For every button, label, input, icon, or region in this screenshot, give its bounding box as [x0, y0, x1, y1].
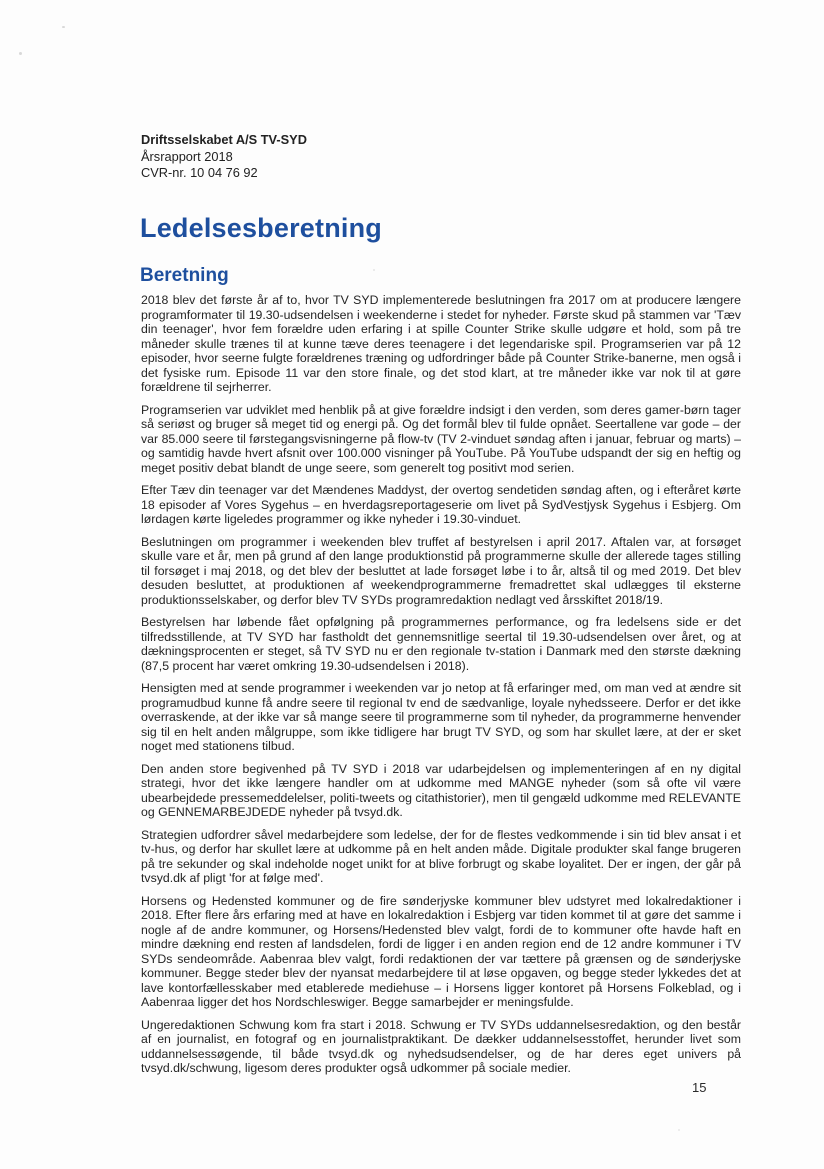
body-paragraph: Hensigten med at sende programmer i weekenden var jo netop at få erfaringer med, om man ved at ændre sit programudbud kunne få andre seere til regional tv end de sædvanlige, loyale nyhedsseere. Derfor er det ikke overraskende, at der ikke var så mange seere til programmerne som til nyheder, da programmerne henvender sig til en helt anden målgruppe, som ikke tidligere har brugt TV SYD, og som har skullet lære, at der er sket noget med stationens tilbud.	[141, 681, 741, 753]
scan-speck	[62, 26, 65, 28]
body-paragraph: Ungeredaktionen Schwung kom fra start i 2018. Schwung er TV SYDs uddannelsesredaktion, og den består af en journalist, en fotograf og en journalistpraktikant. De dækker uddannelsesstoffet, herunder livet som uddannelsessøgende, til både tvsyd.dk og nyhedsudsendelser, og de har deres eget univers på tvsyd.dk/schwung, ligesom deres produkter også udkommer på sociale medier.	[141, 1017, 741, 1075]
body-paragraph: Den anden store begivenhed på TV SYD i 2018 var udarbejdelsen og implementeringen af en ny digital strategi, hvor det ikke længere handler om at udkomme med MANGE nyheder (som så ofte vil være ubearbejdede pressemeddelelser, politi-tweets og citathistorier), men til gengæld udkomme med RELEVANTE og GENNEMARBEJDEDE nyheder på tvsyd.dk.	[141, 761, 741, 819]
page-number: 15	[692, 1080, 707, 1095]
body-paragraph: Beslutningen om programmer i weekenden blev truffet af bestyrelsen i april 2017. Aftalen var, at forsøget skulle vare et år, men på grund af den lange produktionstid på programmerne skulle der allerede tages stilling til forsøget i maj 2018, og det blev der besluttet at lade forsøget løbe i to år, altså til og med 2019. Det blev desuden besluttet, at produktionen af weekendprogrammerne fremadrettet skal udlægges til eksterne produktionsselskaber, og derfor blev TV SYDs programredaktion nedlagt ved årsskiftet 2018/19.	[141, 534, 741, 607]
body-paragraph: Programserien var udviklet med henblik på at give forældre indsigt i den verden, som deres gamer-børn tager så seriøst og bruger så meget tid og energi på. Og det formål blev til fulde opnået. Seertallene var gode – der var 85.000 seere til førstegangsvisningerne på flow-tv (TV 2-vinduet søndag aften i januar, februar og marts) – og samtidig havde hvert afsnit over 100.000 visninger på YouTube. På YouTube udspandt der sig en heftig og meget positiv debat blandt de unge seere, som generelt tog positivt mod serien.	[141, 402, 741, 475]
cvr-number: CVR-nr. 10 04 76 92	[141, 165, 258, 180]
body-paragraph: Strategien udfordrer såvel medarbejdere som ledelse, der for de flestes vedkommende i sin tid blev ansat i et tv-hus, og derfor har skullet lære at udkomme på en helt anden måde. Digitale produkter skal fange brugeren på tre sekunder og skal indeholde noget unikt for at blive forbrugt og skabe loyalitet. Der er ingen, der går på tvsyd.dk af pligt 'for at følge med'.	[141, 827, 741, 885]
scan-speck	[373, 269, 375, 271]
body-paragraph: Bestyrelsen har løbende fået opfølgning på programmernes performance, og fra ledelsens side er det tilfredsstillende, at TV SYD har fastholdt det gennemsnitlige seertal til 19.30-udsendelsen over året, og at dækningsprocenten er steget, så TV SYD nu er den regionale tv-station i Danmark med den største dækning (87,5 procent har været omkring 19.30-udsendelsen i 2018).	[141, 615, 741, 673]
scan-speck	[19, 52, 22, 55]
section-heading: Beretning	[140, 265, 229, 286]
body-paragraph: 2018 blev det første år af to, hvor TV SYD implementerede beslutningen fra 2017 om at producere længere programformater til 19.30-udsendelsen i weekenderne i stedet for nyheder. Første skud på stammen var 'Tæv din teenager', hvor fem forældre uden erfaring i at spille Counter Strike skulle udgøre et hold, som på tre måneder skulle trænes til at kunne tæve deres teenagere i det legendariske spil. Programserien var på 12 episoder, hvor seerne fulgte forældrenes træning og udfordringer både på Counter Strike-banerne, men også i det fysiske rum. Episode 11 var den store finale, og det stod klart, at tre måneder ikke var nok til at gøre forældrene til sejrherrer.	[141, 293, 741, 394]
page-title: Ledelsesberetning	[140, 213, 382, 243]
body-paragraph: Efter Tæv din teenager var det Mændenes Maddyst, der overtog sendetiden søndag aften, og i efteråret kørte 18 episoder af Vores Sygehus – en hverdagsreportageserie om livet på SydVestjysk Sygehus i Esbjerg. Om lørdagen kørte ligeledes programmer og ikke nyheder i 19.30-vinduet.	[141, 483, 741, 526]
report-year: Årsrapport 2018	[141, 148, 233, 164]
body-paragraph: Horsens og Hedensted kommuner og de fire sønderjyske kommuner blev udstyret med lokalredaktioner i 2018. Efter flere års erfaring med at have en lokalredaktion i Esbjerg var tiden kommet til at gøre det samme i nogle af de andre kommuner, og Horsens/Hedensted blev valgt, fordi de to kommuner ofte havde haft en mindre dækning end resten af landsdelen, fordi de ligger i en anden region end de 12 andre kommuner i TV SYDs sendeområde. Aabenraa blev valgt, fordi redaktionen der var tættere på grænsen og de sønderjyske kommuner. Begge steder blev der nyansat medarbejdere til at løse opgaven, og begge steder lykkedes det at lave kontorfællesskaber med etablerede mediehuse – i Horsens ligger kontoret på Horsens Folkeblad, og i Aabenraa ligger det hos Nordschleswiger. Begge samarbejder er meningsfulde.	[141, 893, 741, 1009]
document-header	[141, 132, 307, 182]
company-name: Driftsselskabet A/S TV-SYD	[141, 132, 307, 147]
scan-speck	[678, 1129, 680, 1131]
report-body	[141, 293, 741, 1084]
